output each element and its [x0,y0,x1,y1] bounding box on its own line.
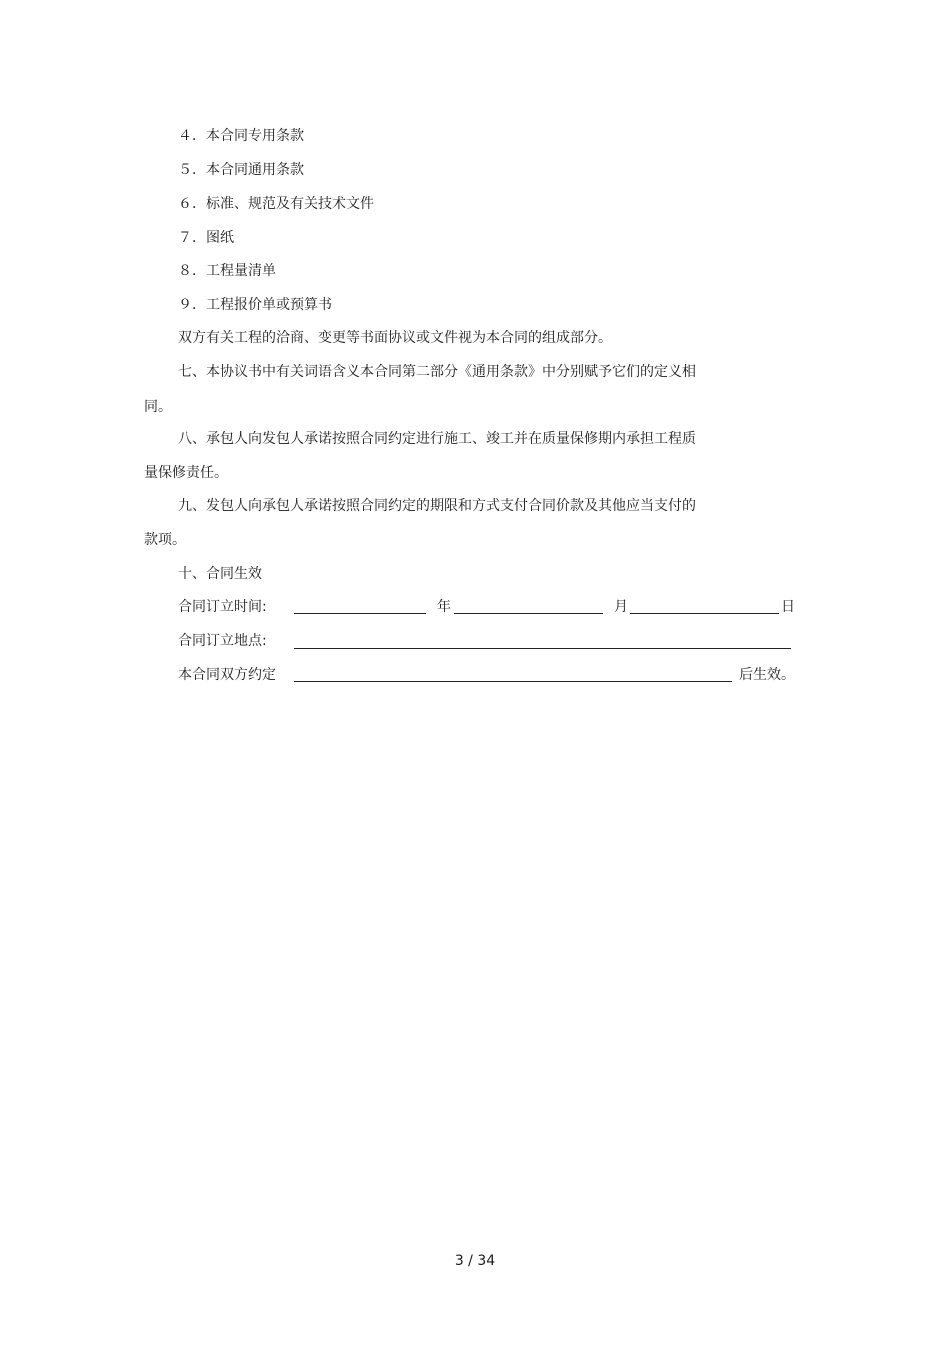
list-item-standards: ６．标准、规范及有关技术文件 [178,196,374,212]
section-10-heading: 十、合同生效 [178,566,262,582]
list-item-special-terms: ４．本合同专用条款 [178,128,304,144]
page-number: 3 / 34 [454,1253,496,1269]
paragraph-8-line1: 八、承包人向发包人承诺按照合同约定进行施工、竣工并在质量保修期内承担工程质 [178,431,696,447]
agreement-blank[interactable] [294,681,732,682]
year-label: 年 [437,599,451,615]
paragraph-9-line2: 款项。 [144,532,186,548]
agreement-label: 本合同双方约定 [178,667,276,683]
paragraph-8-line2: 量保修责任。 [144,465,228,481]
day-label: 日 [781,599,795,615]
list-item-general-terms: ５．本合同通用条款 [178,162,304,178]
list-item-bill-of-quantities: ８．工程量清单 [178,263,276,279]
day-blank[interactable] [630,613,779,614]
sign-place-blank[interactable] [294,648,791,649]
paragraph-7-line2: 同。 [144,399,172,415]
paragraph-7-line1: 七、本协议书中有关词语含义本合同第二部分《通用条款》中分别赋予它们的定义相 [178,364,696,380]
sign-time-label: 合同订立时间: [178,599,267,615]
year-blank[interactable] [294,613,426,614]
month-label: 月 [614,599,628,615]
paragraph-components: 双方有关工程的洽商、变更等书面协议或文件视为本合同的组成部分。 [178,330,612,346]
paragraph-9-line1: 九、发包人向承包人承诺按照合同约定的期限和方式支付合同价款及其他应当支付的 [178,498,696,514]
month-blank[interactable] [454,613,603,614]
list-item-drawings: ７．图纸 [178,230,234,246]
sign-place-label: 合同订立地点: [178,633,267,649]
list-item-quotation: ９．工程报价单或预算书 [178,297,332,313]
effective-suffix: 后生效。 [739,667,795,683]
